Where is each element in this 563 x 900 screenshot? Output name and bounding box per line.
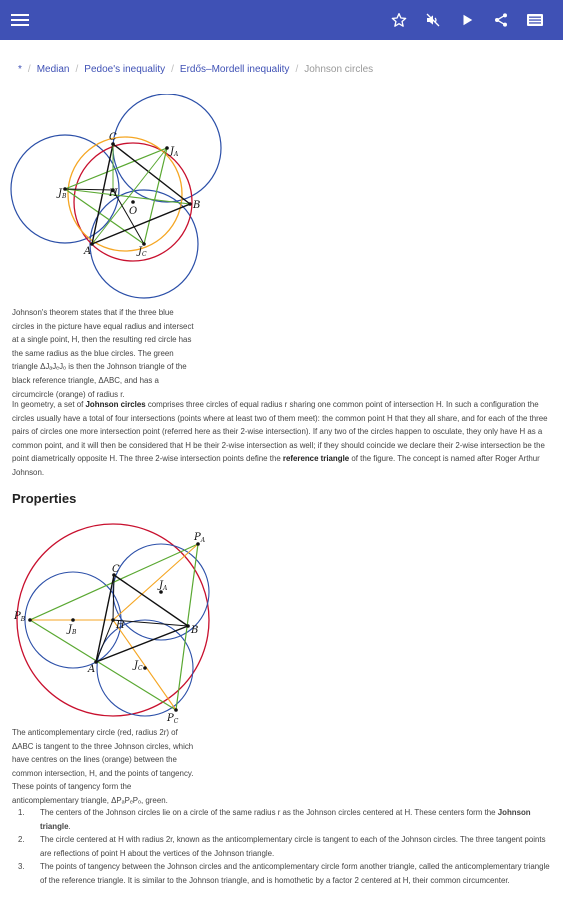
label-c: C: [109, 132, 117, 143]
label-b2: B: [191, 625, 199, 636]
label-a2: A: [88, 664, 96, 675]
breadcrumb-current: Johnson circles: [304, 64, 374, 75]
figure2-caption: The anticomplementary circle (red, radius 2r) of ΔABC is tangent to the three Johnson circles, which have centres on the lines (orange) between the common intersection, H, and the points of tangency. These points of tangency form the anticomplementary triangle, ΔPₐPₑPₒ, green.: [12, 728, 194, 805]
breadcrumb: * / Median / Pedoe's inequality / Erdős–Mordell inequality / Johnson circles: [18, 64, 374, 75]
app-bar: [0, 0, 563, 40]
label-o: O: [129, 206, 138, 217]
term-johnson-circles: Johnson circles: [85, 400, 146, 409]
term-reference-triangle: reference triangle: [282, 454, 350, 464]
label-a: A: [84, 246, 92, 257]
label-jc: $J_C$: [138, 246, 147, 258]
label-pc: $P_C$: [167, 713, 179, 725]
label-c2: C: [112, 564, 120, 575]
hamburger-menu-icon[interactable]: [8, 8, 32, 32]
star-icon[interactable]: [387, 8, 411, 32]
section-heading-properties: Properties: [12, 491, 77, 506]
properties-list: [18, 806, 552, 888]
label-pa: $P_A$: [194, 532, 206, 544]
figure1-caption: Johnson's theorem states that if the three blue circles in the picture have equal radius and intersect at a single point, H, then the resulting red circle has the same radius as the blue circles. The green triangle ΔJₐJₑJₒ is then the Johnson triangle of the black reference triangle, ΔABC, and has a circumcircle (orange) of radius r.: [12, 308, 194, 399]
anticomplementary-figure: [10, 520, 225, 725]
johnson-circles-figure: [10, 94, 225, 304]
list-item: 2. The circle centered at H with radius 2r, known as the anticomplementary circle is tangent to each of the Johnson circles. The three tangent points are reflections of point H about the vertices of the Johnson triangle.: [18, 835, 546, 858]
label-jb2: $J_B$: [68, 624, 77, 636]
list-item: 1. The centers of the Johnson circles lie on a circle of the same radius r as the Johnson circles centered at H. These centers form the Johnson triangle.: [18, 808, 531, 831]
label-h: H: [109, 188, 118, 199]
breadcrumb-item-pedoe[interactable]: Pedoe's inequality: [84, 64, 166, 75]
intro-paragraph: In geometry, a set of Johnson circles comprises three circles of equal radius r sharing one common point of intersection H. In such a configuration the circles usually have a total of four intersections (points where at least two of them meet): the common point H that they all share, and for each of the three pairs of circles one more intersection point (referred here as their 2-wise intersection). If any two of the circles happen to osculate, they only have H as a common point, and it will then be considered that H be their 2-wise intersection as well; if they should coincide we declare their 2-wise intersection be the point diametrically opposite H. The three 2-wise intersection points define the reference triangle of the figure. The concept is named after Roger Arthur Johnson.: [12, 400, 548, 477]
label-pb: $P_B$: [14, 611, 26, 623]
share-icon[interactable]: [489, 8, 513, 32]
label-h2: H: [116, 620, 125, 631]
list-item: 3. The points of tangency between the Johnson circles and the anticomplementary circle form another triangle, called the anticomplementary triangle of the reference triangle. It is similar to the Johnson triangle, and is homothetic by a factor 2 centered at H, their common circumcenter.: [18, 862, 550, 885]
breadcrumb-item-erdos-mordell[interactable]: Erdős–Mordell inequality: [179, 64, 290, 75]
breadcrumb-item-median[interactable]: Median: [36, 64, 70, 75]
label-jc2: $J_C$: [134, 660, 143, 672]
play-icon[interactable]: [455, 8, 479, 32]
label-ja2: $J_A$: [159, 580, 168, 592]
label-jb: $J_B$: [58, 188, 67, 200]
label-b: B: [193, 200, 201, 211]
label-ja: $J_A$: [170, 146, 179, 158]
breadcrumb-home[interactable]: *: [18, 64, 22, 75]
mute-icon[interactable]: [421, 8, 445, 32]
list-icon[interactable]: [523, 8, 547, 32]
